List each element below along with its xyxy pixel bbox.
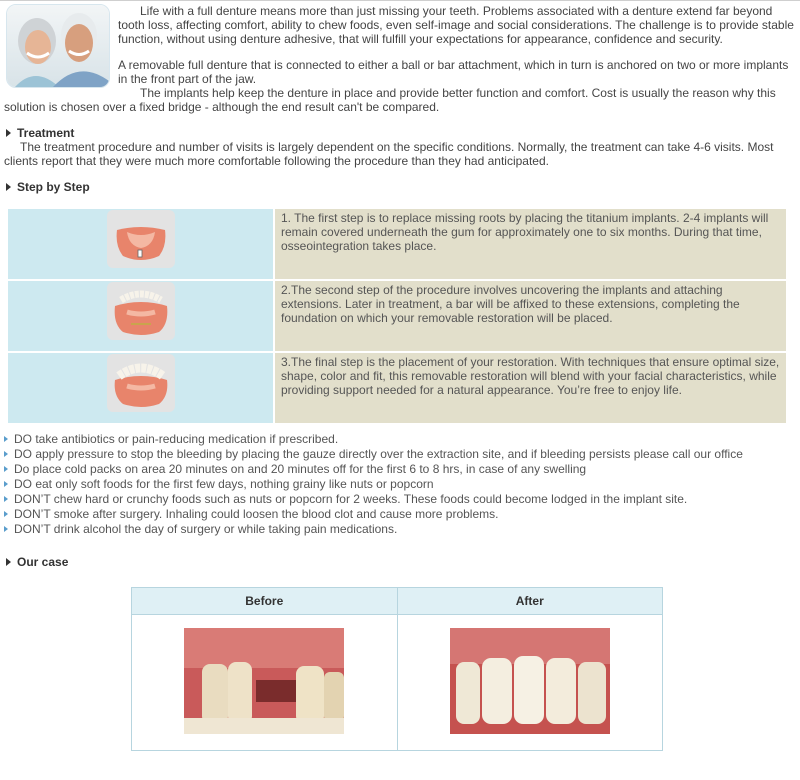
step-2-text: 2.The second step of the procedure involves uncovering the implants and attaching extensions. Later in treatment, a bar will be affixed to these extensions, completing the foundation on which your removable restoration will be placed.	[275, 281, 786, 351]
list-item: DON’T chew hard or crunchy foods such as nuts or popcorn for 2 weeks. These foods could become lodged in the implant site.	[4, 492, 794, 507]
after-teeth-photo	[450, 628, 610, 734]
step-row	[8, 209, 786, 279]
intro-paragraph-3: The implants help keep the denture in place and provide better function and comfort. Cost is usually the reason why this solution is chosen over a fixed bridge - although the end result can't be compared.	[4, 86, 776, 114]
senior-couple-photo	[6, 4, 110, 88]
before-photo-cell	[132, 615, 398, 751]
before-after-table	[131, 587, 663, 751]
step-1-image-cell	[8, 209, 273, 279]
step-3-text: 3.The final step is the placement of your restoration. With techniques that ensure optimal size, shape, color and fit, this removable restoration will blend with your facial characteristics, while providing support needed for a natural appearance. You’re free to enjoy life.	[275, 353, 786, 423]
intro-paragraph-1: Life with a full denture means more than just missing your teeth. Problems associated with a denture extend far beyond tooth loss, affecting comfort, ability to chew foods, even self-image and social considerations. The challenge is to provide stable function, without using denture adhesive, that will fulfill your expectations for appearance, confidence and security.	[118, 4, 794, 46]
step-2-image-cell	[8, 281, 273, 351]
step-3-image-cell	[8, 353, 273, 423]
list-item: DO take antibiotics or pain-reducing medication if prescribed.	[4, 432, 794, 447]
intro-section	[4, 4, 794, 126]
bullet-icon	[4, 511, 8, 517]
step-row	[8, 353, 786, 423]
list-item: DO eat only soft foods for the first few days, nothing grainy like nuts or popcorn	[4, 477, 794, 492]
steps-table	[6, 207, 788, 425]
our-case-heading: Our case	[6, 555, 68, 569]
list-item: Do place cold packs on area 20 minutes on and 20 minutes off for the first 6 to 8 hrs, in case of any swelling	[4, 462, 794, 477]
top-border	[0, 0, 800, 1]
implant-bar-denture-illustration-icon	[107, 282, 175, 340]
aftercare-tips-list	[4, 432, 794, 537]
step-row	[8, 281, 786, 351]
intro-paragraph-2: A removable full denture that is connected to either a ball or bar attachment, which in turn is anchored on two or more implants in the front part of the jaw.	[118, 58, 789, 86]
bullet-icon	[4, 436, 8, 442]
treatment-heading: Treatment	[6, 126, 74, 140]
list-item: DON’T drink alcohol the day of surgery or while taking pain medications.	[4, 522, 794, 537]
after-photo-cell	[397, 615, 663, 751]
before-teeth-photo	[184, 628, 344, 734]
arrow-right-icon	[6, 129, 11, 137]
step-1-text: 1. The first step is to replace missing roots by placing the titanium implants. 2-4 implants will remain covered underneath the gum for approximately one to six months. During that time, osseointegration takes place.	[275, 209, 786, 279]
list-item: DO apply pressure to stop the bleeding by placing the gauze directly over the extraction site, and if bleeding persists please call our office	[4, 447, 794, 462]
full-denture-illustration-icon	[107, 354, 175, 412]
bullet-icon	[4, 481, 8, 487]
arrow-right-icon	[6, 183, 11, 191]
after-header: After	[397, 588, 663, 615]
bullet-icon	[4, 496, 8, 502]
bullet-icon	[4, 526, 8, 532]
treatment-text: The treatment procedure and number of visits is largely dependent on the specific conditions. Normally, the treatment can take 4-6 visits. Most clients report that they were much more comfortable following the procedure than they had anticipated.	[4, 140, 774, 168]
arrow-right-icon	[6, 558, 11, 566]
step-by-step-heading: Step by Step	[6, 180, 90, 194]
before-header: Before	[132, 588, 398, 615]
list-item: DON’T smoke after surgery. Inhaling could loosen the blood clot and cause more problems.	[4, 507, 794, 522]
gum-implant-illustration-icon	[107, 210, 175, 268]
bullet-icon	[4, 466, 8, 472]
bullet-icon	[4, 451, 8, 457]
